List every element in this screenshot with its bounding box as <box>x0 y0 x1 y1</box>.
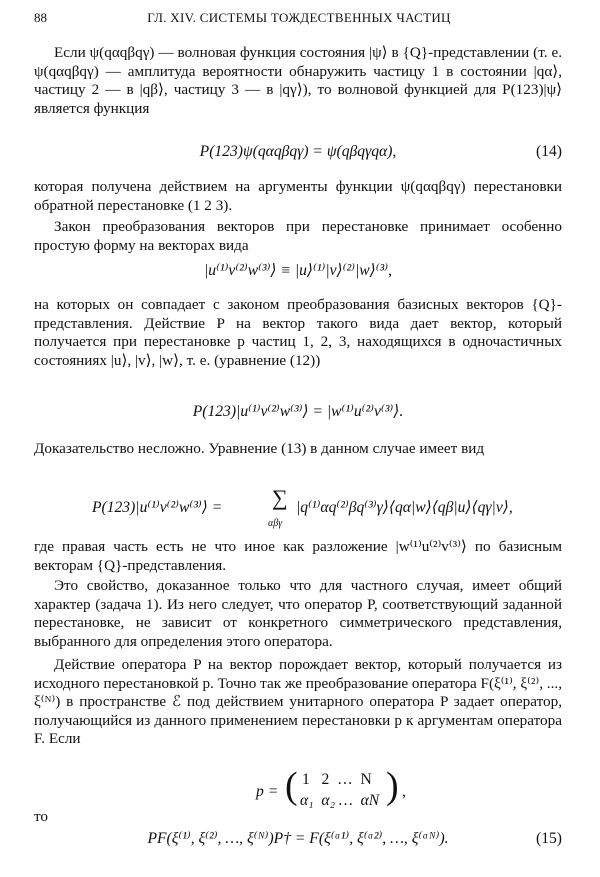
equation-product-state-body: |u⁽¹⁾v⁽²⁾w⁽³⁾⟩ ≡ |u⟩⁽¹⁾|v⟩⁽²⁾|w⟩⁽³⁾, <box>204 262 392 279</box>
paragraph-basis-vectors: на которых он совпадает с законом преобразования базисных векторов {Q}-представления. Действие P на вектор такого вида дает вектор, который получается при перестановке p частиц 1, 2, 3, находящихся в одночастичных состояниях |u⟩, |v⟩, |w⟩, т. е. (уравнение (12)) <box>34 296 562 369</box>
paragraph-proof: Доказательство несложно. Уравнение (13) в данном случае имеет вид <box>34 440 485 457</box>
perm-row-2: α₁ α₂ … αN <box>300 792 380 809</box>
equation-permutation-action <box>34 399 562 425</box>
right-paren: ) <box>386 765 399 807</box>
paragraph-transformation-law: Закон преобразования векторов при перестановке принимает особенно простую форму на векторах вида <box>34 218 562 254</box>
paragraph-operator-transformation: Действие оператора P на вектор порождает вектор, который получается из исходного перестановкой p. Точно так же преобразование оператора F(ξ⁽¹⁾, ξ⁽²⁾, ..., ξ⁽ᴺ⁾) в пространстве ℰ под действием унитарного оператора P задает оператор, получающийся из данного применением перестановки p к аргументам оператора F. Если <box>34 656 562 747</box>
sum-lhs: P(123)|u⁽¹⁾v⁽²⁾w⁽³⁾⟩ = <box>92 499 223 516</box>
page-number: 88 <box>34 10 47 25</box>
equation-14-body: P(123)ψ(qαqβqγ) = ψ(qβqγqα), <box>199 143 397 160</box>
equation-14-number: (14) <box>536 143 562 160</box>
perm-tail: , <box>402 783 406 800</box>
chapter-title: ГЛ. XIV. СИСТЕМЫ ТОЖДЕСТВЕННЫХ ЧАСТИЦ <box>147 10 451 25</box>
paragraph-decomposition: где правая часть есть не что иное как разложение |w⁽¹⁾u⁽²⁾v⁽³⁾⟩ по базисным векторам {Q}-представления. <box>34 538 562 574</box>
perm-lhs: p = <box>256 783 279 800</box>
equation-15-body: PF(ξ⁽¹⁾, ξ⁽²⁾, …, ξ⁽ᴺ⁾)P† = F(ξ⁽ᵅ¹⁾, ξ⁽ᵅ²⁾, …, ξ⁽ᵅᴺ⁾). <box>147 830 449 847</box>
left-paren: ( <box>285 765 298 807</box>
equation-15-number: (15) <box>536 830 562 847</box>
paragraph-wavefunction: Если ψ(qαqβqγ) — волновая функция состояния |ψ⟩ в {Q}-представлении (т. е. ψ(qαqβqγ) — амплитуда вероятности обнаружить частицу 1 в состоянии |qα⟩, частицу 2 — в |qβ⟩, частицу 3 — в |qγ⟩), то волновой функцией для P(123)|ψ⟩ является функция <box>34 44 562 117</box>
equation-permutation-p <box>34 765 562 810</box>
equation-15 <box>34 826 562 852</box>
equation-product-state <box>34 258 562 284</box>
sum-index: αβγ <box>268 518 283 529</box>
running-header <box>34 10 564 32</box>
paragraph-action: которая получена действием на аргументы функции ψ(qαqβqγ) перестановки обратной перестановке (1 2 3). <box>34 178 562 214</box>
equation-sum-expansion <box>34 487 562 527</box>
sum-rhs: |q⁽¹⁾αq⁽²⁾βq⁽³⁾γ⟩⟨qα|w⟩⟨qβ|u⟩⟨qγ|v⟩, <box>296 499 513 516</box>
equation-14 <box>34 139 562 165</box>
paragraph-general-property: Это свойство, доказанное только что для частного случая, имеет общий характер (задача 1). Из него следует, что оператор P, соответствующий заданной перестановке, не зависит от конкретного симметрического представления, выбранного для определения этого оператора. <box>34 577 562 650</box>
equation-permutation-action-body: P(123)|u⁽¹⁾v⁽²⁾w⁽³⁾⟩ = |w⁽¹⁾u⁽²⁾v⁽³⁾⟩. <box>192 403 404 420</box>
perm-row-1: 1 2 … N <box>302 771 372 788</box>
paragraph-then: то <box>34 808 49 825</box>
sum-symbol: ∑ <box>272 485 288 510</box>
